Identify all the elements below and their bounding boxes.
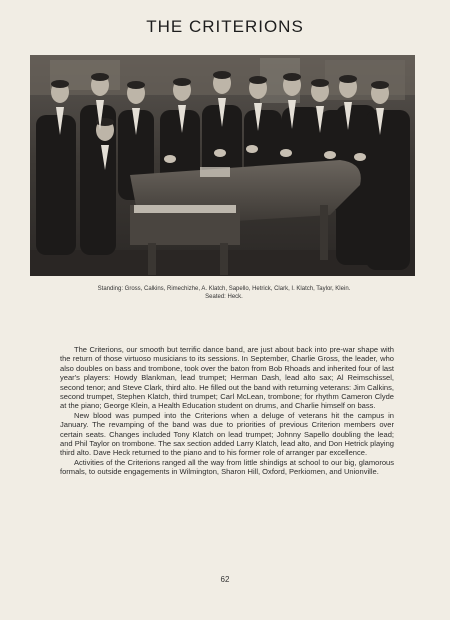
band-photo-image [30, 55, 415, 276]
paragraph-1: The Criterions, our smooth but terrific dance band, are just about back into pre-war shape with the return of those virtuoso musicians to its sessions. In September, Charlie Gross, the leader, who also doubles on bass and trombone, took over the baton from Bob Rhoads and inherited four of last year's players: Howdy Blankman, lead trumpet; Herman Dash, lead alto sax; Al Reimschissel, second tenor; and Steve Clark, third alto. He filled out the band with returning veterans: Jim Calkins, second trumpet, Stephen Klatch, third trumpet; Carl McLean, trombone; for rhythm Cameron Clyde at the piano; George Klein, a Health Education student on drums, and Charlie himself on bass. [60, 345, 394, 411]
caption-seated: Seated: Heck. [205, 294, 243, 300]
article-body [60, 345, 394, 477]
caption-standing: Standing: Gross, Calkins, Rimechizhe, A. Klatch, Sapello, Hetrick, Clark, I. Klatch, Taylor, Klein. [97, 286, 351, 292]
photo-caption [34, 285, 414, 301]
paragraph-3: Activities of the Criterions ranged all the way from little shindigs at school to our big, glamorous formals, to outside engagements in Wilmington, Sharon Hill, Oxford, Perkiomen, and Unionville. [60, 457, 394, 477]
page-number: 62 [220, 575, 230, 584]
band-photo [30, 55, 415, 276]
page-title: THE CRITERIONS [146, 17, 304, 36]
paragraph-2: New blood was pumped into the Criterions when a deluge of veterans hit the campus in January. The revamping of the band was due to priorities of previous Criterion members over certain seats. Changes included Tony Klatch on lead trumpet; Johnny Sapello doubling the lead; and Phil Taylor on trombone. The sax section added Larry Klatch, lead alto, and Don Hetrick playing third alto. Dave Heck returned to the piano and to his former role of arranger par excellence. [60, 410, 394, 458]
